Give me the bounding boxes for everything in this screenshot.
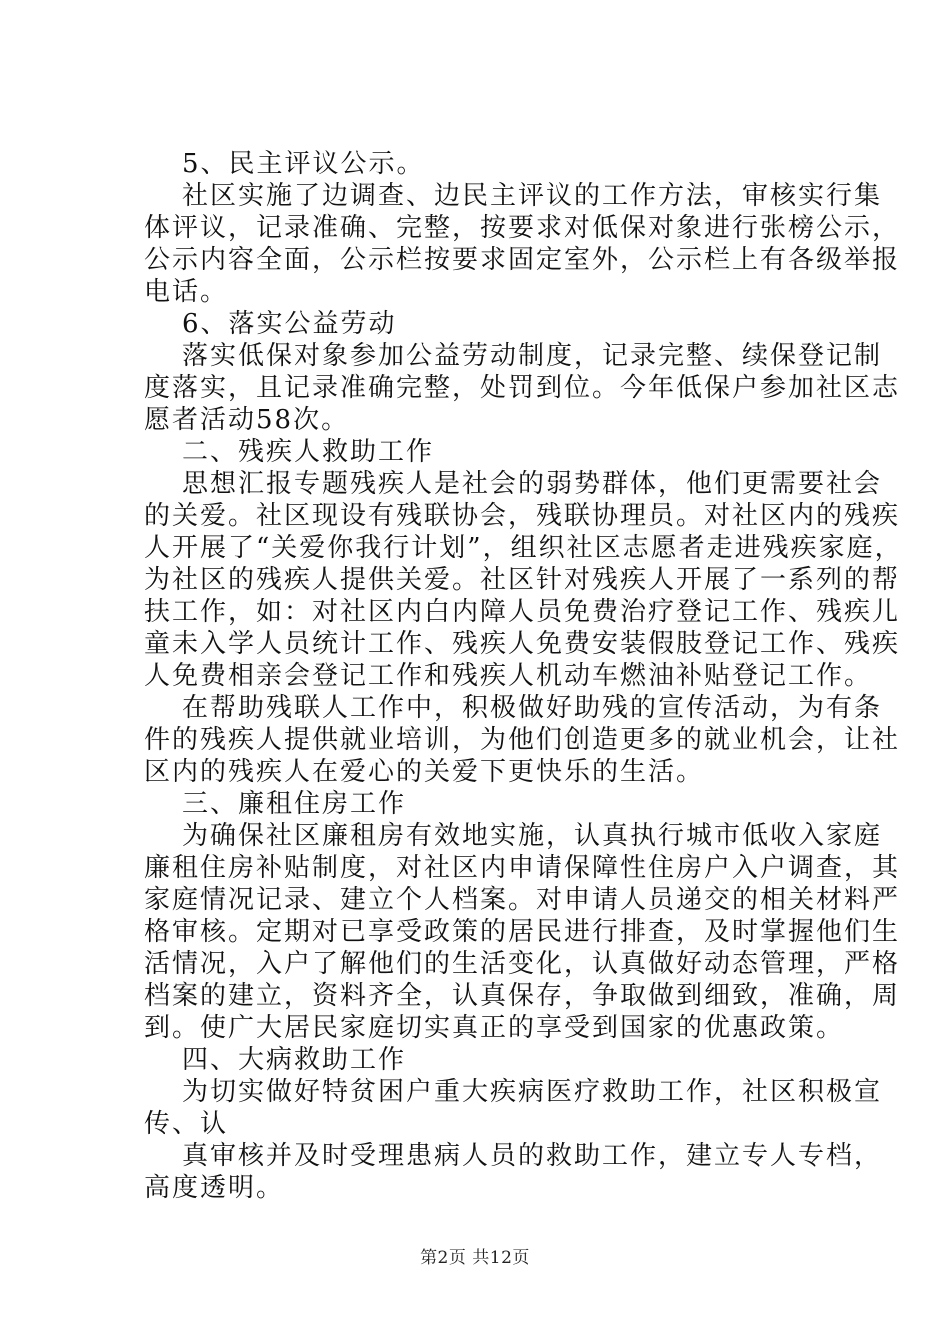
paragraph-line: 为社区的残疾人提供关爱。社区针对残疾人开展了一系列的帮 (144, 565, 901, 595)
paragraph-line: 档案的建立，资料齐全，认真保存，争取做到细致，准确，周 (144, 981, 901, 1011)
heading-disability-aid: 二、残疾人救助工作 (182, 437, 435, 467)
paragraph-line: 真审核并及时受理患病人员的救助工作，建立专人专档， (182, 1141, 883, 1171)
paragraph-line: 的关爱。社区现设有残联协会，残联协理员。对社区内的残疾 (144, 501, 901, 531)
paragraph-line: 电话。 (144, 277, 229, 307)
paragraph-line: 人开展了“关爱你我行计划”，组织社区志愿者走进残疾家庭， (144, 533, 903, 563)
paragraph-line: 度落实，且记录准确完整，处罚到位。今年低保户参加社区志 (144, 373, 901, 403)
paragraph-line: 区内的残疾人在爱心的关爱下更快乐的生活。 (144, 757, 705, 787)
paragraph-line: 为切实做好特贫困户重大疾病医疗救助工作，社区积极宣 (182, 1077, 883, 1107)
paragraph-line: 愿者活动58次。 (144, 405, 350, 435)
paragraph-line: 社区实施了边调查、边民主评议的工作方法，审核实行集 (182, 181, 883, 211)
paragraph-line: 体评议，记录准确、完整，按要求对低保对象进行张榜公示， (144, 213, 901, 243)
paragraph-line: 思想汇报专题残疾人是社会的弱势群体，他们更需要社会 (182, 469, 883, 499)
paragraph-line: 童未入学人员统计工作、残疾人免费安装假肢登记工作、残疾 (144, 629, 901, 659)
paragraph-line: 家庭情况记录、建立个人档案。对申请人员递交的相关材料严 (144, 885, 901, 915)
paragraph-line: 扶工作，如：对社区内白内障人员免费治疗登记工作、残疾儿 (144, 597, 901, 627)
paragraph-line: 活情况，入户了解他们的生活变化，认真做好动态管理，严格 (144, 949, 901, 979)
paragraph-line: 传、认 (144, 1109, 229, 1139)
heading-public-labor: 6、落实公益劳动 (182, 309, 397, 339)
paragraph-line: 公示内容全面，公示栏按要求固定室外，公示栏上有各级举报 (144, 245, 901, 275)
heading-serious-illness-aid: 四、大病救助工作 (182, 1045, 407, 1075)
heading-low-rent-housing: 三、廉租住房工作 (182, 789, 407, 819)
paragraph-line: 为确保社区廉租房有效地实施，认真执行城市低收入家庭 (182, 821, 883, 851)
paragraph-line: 廉租住房补贴制度，对社区内申请保障性住房户入户调查，其 (144, 853, 901, 883)
paragraph-line: 落实低保对象参加公益劳动制度，记录完整、续保登记制 (182, 341, 883, 371)
paragraph-line: 件的残疾人提供就业培训，为他们创造更多的就业机会，让社 (144, 725, 901, 755)
paragraph-line: 在帮助残联人工作中，积极做好助残的宣传活动，为有条 (182, 693, 883, 723)
paragraph-line: 人免费相亲会登记工作和残疾人机动车燃油补贴登记工作。 (144, 661, 873, 691)
paragraph-line: 到。使广大居民家庭切实真正的享受到国家的优惠政策。 (144, 1013, 845, 1043)
heading-democratic-review: 5、民主评议公示。 (182, 149, 425, 179)
paragraph-line: 高度透明。 (144, 1173, 285, 1203)
page-number-footer: 第2页 共12页 (420, 1248, 530, 1268)
paragraph-line: 格审核。定期对已享受政策的居民进行排查，及时掌握他们生 (144, 917, 901, 947)
